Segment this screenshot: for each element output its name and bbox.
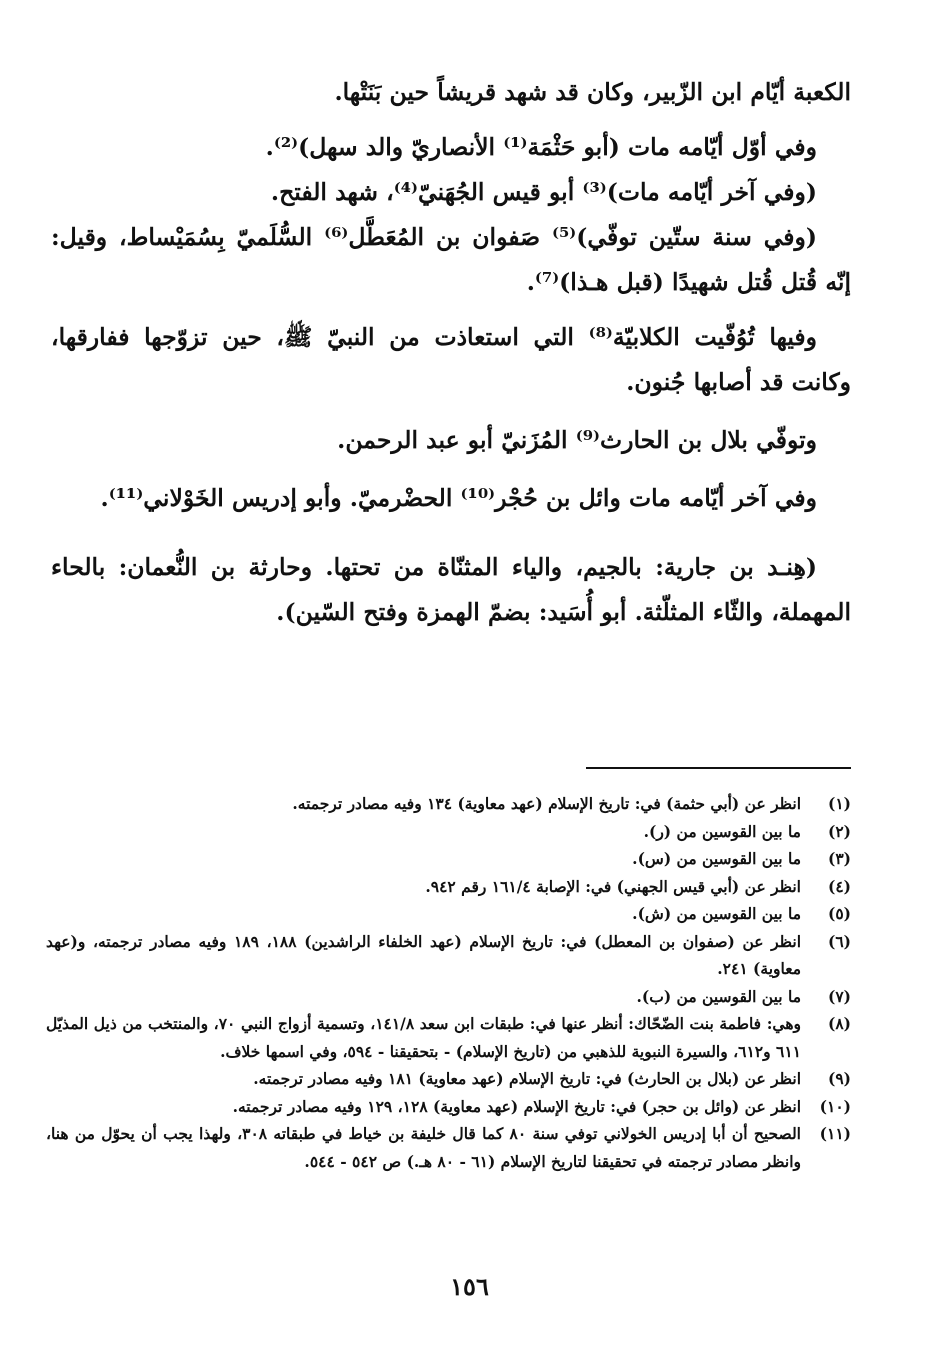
paragraph-5: وفيها تُوُفّيت الكلابيّة⁽⁸⁾ التي استعاذت من النبيّ ﷺ، حين تزوّجها ففارقها، وكانت قد أصابها جُنون.	[51, 323, 851, 396]
footnote	[46, 1065, 851, 1093]
footnote	[46, 818, 851, 846]
footnote-text: ما بين القوسين من (س).	[632, 849, 801, 868]
footnote-text: ما بين القوسين من (ر).	[643, 821, 801, 841]
paragraph-1: الكعبة أيّام ابن الزّبير، وكان قد شهد قريشاً حين بَنَتْها.	[334, 78, 851, 106]
footnote-text: انظر عن (أبي قيس الجهني) في: الإصابة ١٦١/٤ رقم ٩٤٢.	[425, 876, 801, 896]
footnotes	[46, 790, 851, 1175]
paragraph-8: (هِنـد بن جارية: بالجيم، والياء المثنّاة من تحتها. وحارثة بن النُّعمان: بالحاء المهملة، والثّاء المثلّثة. أبو أُسَيد: بضمّ الهمزة وفتح السّين).	[51, 553, 851, 626]
paragraph-7: وفي آخر أيّامه مات وائل بن حُجْر⁽¹⁰⁾ الحضْرميّ. وأبو إدريس الخَوْلاني⁽¹¹⁾.	[100, 484, 817, 512]
paragraph-4: (وفي سنة ستّين توفّي)⁽⁵⁾ صَفوان بن المُعَطَّل⁽⁶⁾ السُّلَميّ بِسُمَيْساط، وقيل: إنّه قُتل قُتل شهيدًا (قبل هـذا)⁽⁷⁾.	[51, 223, 851, 296]
footnote	[46, 1010, 851, 1065]
footnote-number: (٤)	[827, 876, 851, 896]
footnote-number: (٥)	[827, 904, 851, 923]
footnote	[46, 928, 851, 983]
footnote-number: (٨)	[827, 1014, 851, 1033]
footnote	[46, 1093, 851, 1121]
paragraph-3: (وفي آخر أيّامه مات)⁽³⁾ أبو قيس الجُهَنيّ⁽⁴⁾، شهد الفتح.	[270, 178, 817, 206]
footnote-text: وهي: فاطمة بنت الضّحّاك: أنظر عنها في: طبقات ابن سعد ١٤١/٨، وتسمية أزواج النبي ٧٠، والمنتخب من ذيل المذيّل ٦١١ و٦١٢، والسيرة النبوية للذهبي من (تاريخ الإسلام) - بتحقيقنا - ٥٩٤، وفي اسمها خلاف.	[46, 1014, 801, 1061]
footnote-text: انظر عن (أبي حثمة) في: تاريخ الإسلام (عهد معاوية) ١٣٤ وفيه مصادر ترجمته.	[292, 794, 801, 813]
footnote-text: الصحيح أن أبا إدريس الخولاني توفي سنة ٨٠ كما قال خليفة بن خياط في طبقاته ٣٠٨، ولهذا يجب أن يحوّل من هنا، وانظر مصادر ترجمته في تحقيقنا لتاريخ الإسلام (٦١ - ٨٠ هـ.) ص ٥٤٢ - ٥٤٤.	[46, 1124, 801, 1171]
footnote-number: (٧)	[827, 986, 851, 1006]
footnote	[46, 900, 851, 928]
footnote-number: (٢)	[827, 821, 851, 841]
footnote	[46, 790, 851, 818]
paragraph-2: وفي أوّل أيّامه مات (أبو حَثْمَة⁽¹⁾ الأنصاريّ والد سهل)⁽²⁾.	[265, 133, 817, 161]
footnote-text: انظر عن (وائل بن حجر) في: تاريخ الإسلام (عهد معاوية) ١٢٨، ١٢٩ وفيه مصادر ترجمته.	[232, 1096, 801, 1116]
footnote-text: ما بين القوسين من (ب).	[636, 986, 801, 1006]
footnote-divider	[586, 767, 851, 769]
footnote-number: (٩)	[827, 1069, 851, 1088]
footnote-number: (٣)	[827, 849, 851, 868]
main-text	[51, 70, 851, 635]
footnote	[46, 983, 851, 1011]
footnote-text: انظر عن (بلال بن الحارث) في: تاريخ الإسلام (عهد معاوية) ١٨١ وفيه مصادر ترجمته.	[253, 1069, 801, 1088]
page-number: ١٥٦	[450, 1272, 489, 1301]
footnote-number: (١)	[827, 794, 851, 813]
footnote-number: (١٠)	[819, 1096, 851, 1116]
footnote-number: (٦)	[827, 931, 851, 951]
footnote	[46, 845, 851, 873]
paragraph-6: وتوفّي بلال بن الحارث⁽⁹⁾ المُزَنيّ أبو عبد الرحمن.	[337, 426, 817, 454]
footnote	[46, 1120, 851, 1175]
footnote-number: (١١)	[819, 1124, 851, 1143]
footnote	[46, 873, 851, 901]
footnote-text: انظر عن (صفوان بن المعطل) في: تاريخ الإسلام (عهد الخلفاء الراشدين) ١٨٨، ١٨٩ وفيه مصادر ترجمته، و(عهد معاوية) ٢٤١.	[46, 931, 801, 978]
footnote-text: ما بين القوسين من (ش).	[632, 904, 801, 923]
